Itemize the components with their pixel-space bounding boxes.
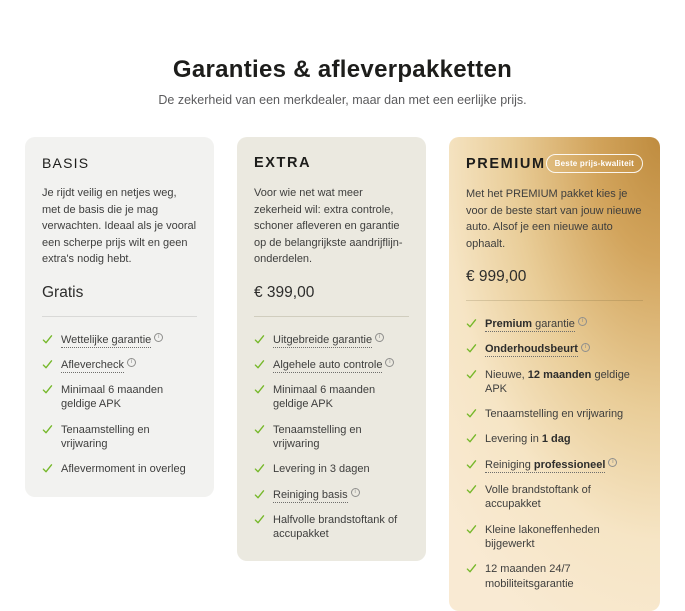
check-icon — [42, 463, 53, 474]
feature-tooltip-link[interactable]: Reiniging basis — [273, 488, 348, 501]
price-divider — [42, 316, 197, 317]
check-icon — [466, 563, 477, 574]
card-price-premium: € 999,00 — [466, 268, 527, 285]
feature-item — [254, 462, 409, 476]
card-description-extra: Voor wie net wat meer zekerheid wil: extra controle, schoner afleveren en garantie op de belangrijkste aandrijflijn-onderdelen. — [254, 187, 403, 265]
feature-item — [42, 423, 197, 452]
feature-label — [485, 342, 590, 356]
check-icon — [254, 514, 265, 525]
info-icon[interactable]: i — [351, 488, 360, 497]
feature-item — [254, 383, 409, 412]
card-header-premium — [466, 154, 643, 173]
feature-label — [61, 358, 136, 372]
card-header-extra — [254, 154, 409, 172]
price-divider — [254, 316, 409, 317]
card-description-premium: Met het PREMIUM pakket kies je voor de beste start van jouw nieuwe auto. Alsof je een nieuwe auto ophaalt. — [466, 188, 642, 250]
feature-label — [485, 458, 617, 472]
check-icon — [42, 384, 53, 395]
feature-tooltip-link[interactable]: Aflevercheck — [61, 358, 124, 371]
feature-item — [254, 513, 409, 542]
feature-item — [254, 488, 409, 502]
card-price-basis: Gratis — [42, 283, 84, 301]
info-icon[interactable]: i — [581, 343, 590, 352]
info-icon[interactable]: i — [127, 358, 136, 367]
feature-item — [466, 317, 643, 331]
check-icon — [466, 459, 477, 470]
feature-tooltip-link[interactable]: Algehele auto controle — [273, 358, 383, 371]
feature-label: Kleine lakoneffenheden bijgewerkt — [485, 523, 600, 550]
feature-tooltip-link[interactable]: Reiniging professioneel — [485, 458, 606, 471]
feature-label: Levering in 3 dagen — [273, 463, 370, 476]
package-cards — [0, 137, 685, 611]
check-icon — [466, 524, 477, 535]
check-icon — [254, 489, 265, 500]
info-icon[interactable]: i — [375, 333, 384, 342]
check-icon — [254, 424, 265, 435]
feature-label: Minimaal 6 maanden geldige APK — [273, 384, 376, 411]
check-icon — [466, 318, 477, 329]
feature-tooltip-link[interactable]: Wettelijke garantie — [61, 333, 152, 346]
feature-label: Tenaamstelling en vrijwaring — [61, 423, 150, 450]
feature-label: Levering in 1 dag — [485, 433, 571, 446]
card-title-basis: BASIS — [42, 155, 90, 171]
feature-item — [254, 333, 409, 347]
feature-item — [466, 523, 643, 552]
package-card-extra — [237, 137, 426, 561]
feature-label: Nieuwe, 12 maanden geldige APK — [485, 368, 630, 395]
check-icon — [42, 359, 53, 370]
check-icon — [466, 369, 477, 380]
check-icon — [466, 343, 477, 354]
feature-list-basis — [42, 333, 197, 477]
card-title-extra: EXTRA — [254, 155, 312, 171]
feature-list-premium — [466, 317, 643, 591]
info-icon[interactable]: i — [608, 458, 617, 467]
feature-item — [42, 333, 197, 347]
card-header-basis — [42, 154, 197, 172]
feature-item — [254, 358, 409, 372]
card-title-premium: PREMIUM — [466, 155, 546, 172]
info-icon[interactable]: i — [154, 333, 163, 342]
check-icon — [466, 484, 477, 495]
feature-label — [273, 358, 394, 372]
best-value-badge: Beste prijs-kwaliteit — [546, 154, 643, 173]
feature-label: 12 maanden 24/7 mobiliteitsgarantie — [485, 563, 574, 590]
feature-label — [485, 317, 587, 331]
feature-label — [273, 488, 360, 502]
card-description-basis: Je rijdt veilig en netjes weg, met de basis die je mag verwachten. Ideaal als je vooral een scherpe prijs wilt en geen extra's nodig hebt. — [42, 187, 197, 265]
feature-label — [61, 333, 163, 347]
info-icon[interactable]: i — [385, 358, 394, 367]
feature-tooltip-link[interactable]: Uitgebreide garantie — [273, 333, 373, 346]
feature-item — [254, 423, 409, 452]
check-icon — [254, 359, 265, 370]
feature-tooltip-link[interactable]: Onderhoudsbeurt — [485, 343, 578, 356]
page-title: Garanties & afleverpakketten — [172, 56, 513, 83]
feature-label: Volle brandstoftank of accupakket — [485, 484, 591, 511]
price-divider — [466, 300, 643, 301]
feature-label: Halfvolle brandstoftank of accupakket — [273, 513, 398, 541]
feature-label: Tenaamstelling en vrijwaring — [273, 423, 362, 450]
feature-label: Tenaamstelling en vrijwaring — [485, 408, 624, 421]
package-card-premium — [449, 137, 660, 611]
check-icon — [254, 384, 265, 395]
check-icon — [254, 334, 265, 345]
feature-item — [42, 358, 197, 372]
check-icon — [42, 424, 53, 435]
check-icon — [466, 408, 477, 419]
feature-item — [466, 407, 643, 421]
feature-item — [466, 562, 643, 591]
feature-label — [273, 333, 384, 347]
check-icon — [466, 433, 477, 444]
feature-item — [466, 458, 643, 472]
feature-item — [42, 383, 197, 412]
feature-item — [466, 368, 643, 397]
feature-label: Minimaal 6 maanden geldige APK — [61, 384, 164, 411]
card-price-extra: € 399,00 — [254, 283, 315, 301]
package-card-basis — [25, 137, 214, 497]
feature-item — [466, 432, 643, 446]
feature-tooltip-link[interactable]: Premium garantie — [485, 318, 575, 330]
info-icon[interactable]: i — [578, 317, 587, 326]
page-subtitle: De zekerheid van een merkdealer, maar dan met een eerlijke prijs. — [158, 93, 527, 107]
check-icon — [254, 463, 265, 474]
feature-item — [466, 342, 643, 356]
feature-item — [42, 462, 197, 476]
feature-label: Aflevermoment in overleg — [61, 463, 186, 476]
feature-item — [466, 483, 643, 512]
feature-list-extra — [254, 333, 409, 542]
check-icon — [42, 334, 53, 345]
